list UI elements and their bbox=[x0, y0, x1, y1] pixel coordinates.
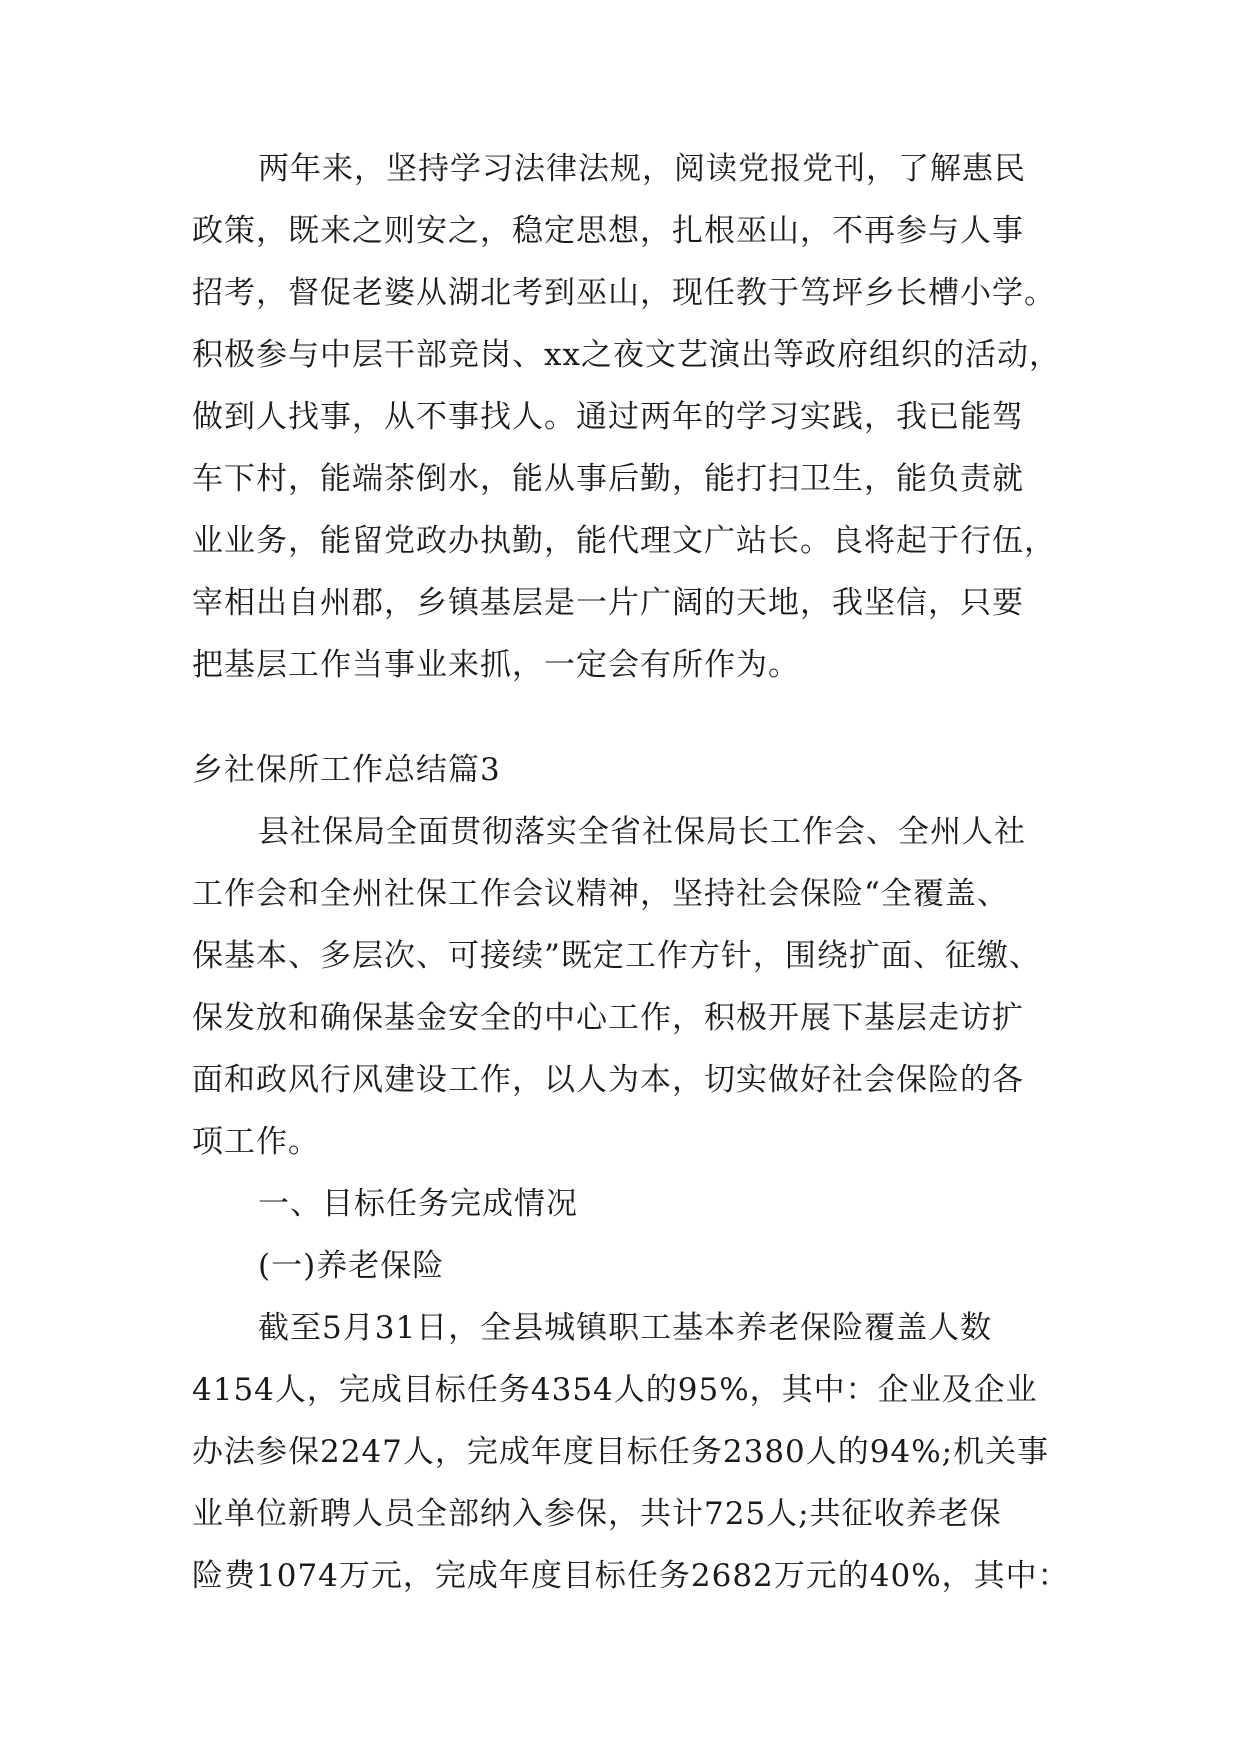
paragraph-line: 车下村，能端茶倒水，能从事后勤，能打扫卫生，能负责就 bbox=[192, 461, 1024, 497]
paragraph-line: 办法参保2247人，完成年度目标任务2380人的94%;机关事 bbox=[192, 1434, 1050, 1470]
paragraph-line: 做到人找事，从不事找人。通过两年的学习实践，我已能驾 bbox=[192, 399, 1024, 435]
paragraph-line: 业业务，能留党政办执勤，能代理文广站长。良将起于行伍， bbox=[192, 523, 1056, 559]
paragraph-line: 保基本、多层次、可接续”既定工作方针，围绕扩面、征缴、 bbox=[192, 938, 1041, 974]
paragraph-line: 两年来，坚持学习法律法规，阅读党报党刊，了解惠民 bbox=[258, 151, 1026, 187]
paragraph-line: 积极参与中层干部竞岗、xx之夜文艺演出等政府组织的活动， bbox=[192, 337, 1061, 373]
paragraph-line: 把基层工作当事业来抓，一定会有所作为。 bbox=[192, 647, 800, 683]
paragraph-line: 截至5月31日，全县城镇职工基本养老保险覆盖人数 bbox=[258, 1310, 993, 1346]
subheading-pension: (一)养老保险 bbox=[258, 1248, 445, 1284]
section-title: 乡社保所工作总结篇3 bbox=[192, 752, 501, 788]
subheading-goals: 一、目标任务完成情况 bbox=[258, 1186, 578, 1222]
paragraph-line: 面和政风行风建设工作，以人为本，切实做好社会保险的各 bbox=[192, 1062, 1024, 1098]
paragraph-line: 县社保局全面贯彻落实全省社保局长工作会、全州人社 bbox=[258, 814, 1026, 850]
paragraph-line: 招考，督促老婆从湖北考到巫山，现任教于笃坪乡长槽小学。 bbox=[192, 275, 1056, 311]
paragraph-line: 业单位新聘人员全部纳入参保，共计725人;共征收养老保 bbox=[192, 1496, 1002, 1532]
paragraph-line: 工作会和全州社保工作会议精神，坚持社会保险“全覆盖、 bbox=[192, 876, 1009, 912]
paragraph-line: 险费1074万元，完成年度目标任务2682万元的40%，其中： bbox=[192, 1558, 1070, 1594]
paragraph-line: 政策，既来之则安之，稳定思想，扎根巫山，不再参与人事 bbox=[192, 213, 1024, 249]
paragraph-line: 4154人，完成目标任务4354人的95%，其中：企业及企业 bbox=[192, 1372, 1038, 1408]
paragraph-line: 保发放和确保基金安全的中心工作，积极开展下基层走访扩 bbox=[192, 1000, 1024, 1036]
paragraph-line: 宰相出自州郡，乡镇基层是一片广阔的天地，我坚信，只要 bbox=[192, 585, 1024, 621]
paragraph-line: 项工作。 bbox=[192, 1124, 320, 1160]
